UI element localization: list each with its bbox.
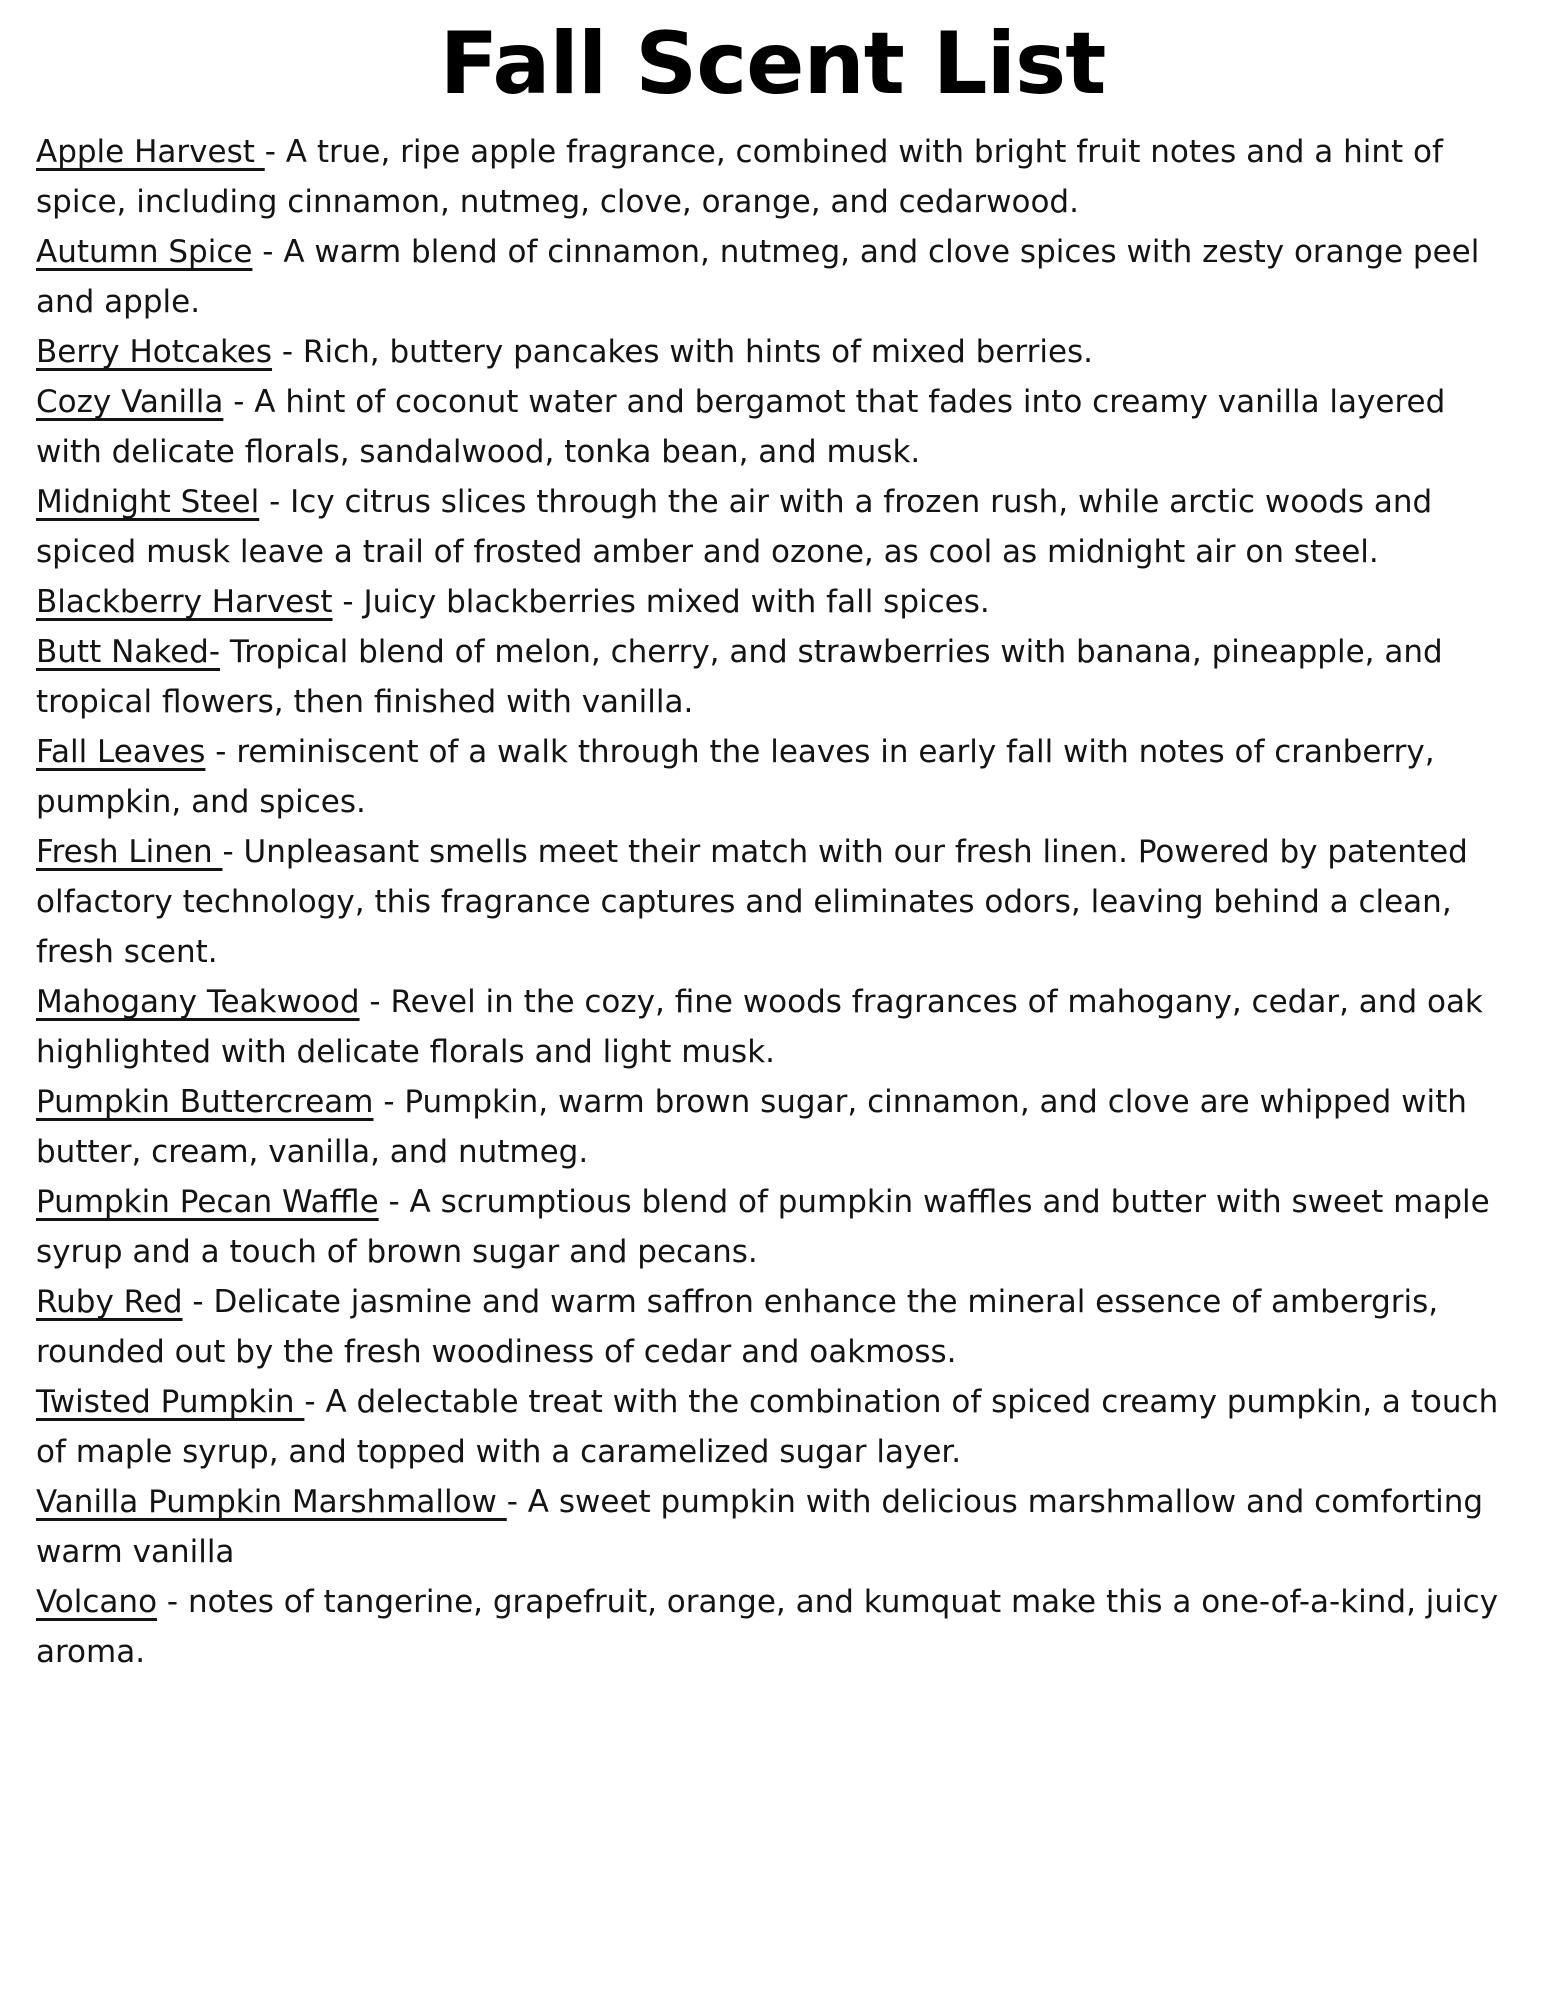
scent-description: - Unpleasant smells meet their match with our fresh linen. Powered by patented olfactory technology, this fragrance captures and eliminates odors, leaving behind a clean, fresh scent. [36,834,1468,971]
scent-description: - Rich, buttery pancakes with hints of mixed berries. [272,334,1094,371]
scent-entry [36,627,1517,727]
scent-name: Vanilla Pumpkin Marshmallow [36,1484,507,1521]
scent-entry [36,1377,1517,1477]
scent-name: Volcano [36,1584,158,1621]
scent-entry [36,827,1517,977]
scent-description: - A hint of coconut water and bergamot that fades into creamy vanilla layered with delicate florals, sandalwood, tonka bean, and musk. [36,384,1446,471]
scent-description: - Juicy blackberries mixed with fall spices. [332,584,990,621]
scent-description: - Delicate jasmine and warm saffron enhance the mineral essence of ambergris, rounded out by the fresh woodiness of cedar and oakmoss. [36,1284,1439,1371]
scent-name: Mahogany Teakwood [36,984,360,1021]
scent-name: Butt Naked- [36,634,221,671]
scent-entry [36,327,1517,377]
scent-description: - notes of tangerine, grapefruit, orange, and kumquat make this a one-of-a-kind, juicy aroma. [36,1584,1499,1671]
scent-entry [36,977,1517,1077]
scent-description: - A sweet pumpkin with delicious marshmallow and comforting warm vanilla [36,1484,1484,1571]
scent-name: Berry Hotcakes [36,334,273,371]
scent-entry [36,577,1517,627]
scent-entry [36,1477,1517,1577]
scent-name: Twisted Pumpkin [36,1384,305,1421]
scent-entry [36,727,1517,827]
scent-entry [36,227,1517,327]
scent-description: - Revel in the cozy, fine woods fragrances of mahogany, cedar, and oak highlighted with delicate florals and light musk. [36,984,1483,1071]
scent-name: Apple Harvest [36,134,265,171]
scent-entry [36,1077,1517,1177]
scent-name: Cozy Vanilla [36,384,224,421]
scent-name: Autumn Spice [36,234,253,271]
scent-entry [36,1177,1517,1277]
scent-list [0,127,1545,1677]
scent-name: Ruby Red [36,1284,183,1321]
scent-name: Pumpkin Pecan Waffle [36,1184,379,1221]
scent-description: - Pumpkin, warm brown sugar, cinnamon, and clove are whipped with butter, cream, vanilla, and nutmeg. [36,1084,1467,1171]
scent-description: - A true, ripe apple fragrance, combined with bright fruit notes and a hint of spice, including cinnamon, nutmeg, clove, orange, and cedarwood. [36,134,1443,221]
scent-entry [36,477,1517,577]
scent-entry [36,377,1517,477]
scent-description: - reminiscent of a walk through the leaves in early fall with notes of cranberry, pumpkin, and spices. [36,734,1435,821]
scent-entry [36,127,1517,227]
scent-description: - A delectable treat with the combination of spiced creamy pumpkin, a touch of maple syrup, and topped with a caramelized sugar layer. [36,1384,1499,1471]
scent-entry [36,1577,1517,1677]
scent-description: - Icy citrus slices through the air with a frozen rush, while arctic woods and spiced musk leave a trail of frosted amber and ozone, as cool as midnight air on steel. [36,484,1433,571]
scent-name: Blackberry Harvest [36,584,333,621]
scent-description: Tropical blend of melon, cherry, and strawberries with banana, pineapple, and tropical flowers, then finished with vanilla. [36,634,1443,721]
scent-description: - A scrumptious blend of pumpkin waffles and butter with sweet maple syrup and a touch of brown sugar and pecans. [36,1184,1490,1271]
scent-name: Midnight Steel [36,484,260,521]
scent-name: Fall Leaves [36,734,206,771]
scent-name: Fresh Linen [36,834,223,871]
scent-name: Pumpkin Buttercream [36,1084,374,1121]
page-title: Fall Scent List [439,14,1106,114]
scent-entry [36,1277,1517,1377]
scent-description: - A warm blend of cinnamon, nutmeg, and clove spices with zesty orange peel and apple. [36,234,1480,321]
